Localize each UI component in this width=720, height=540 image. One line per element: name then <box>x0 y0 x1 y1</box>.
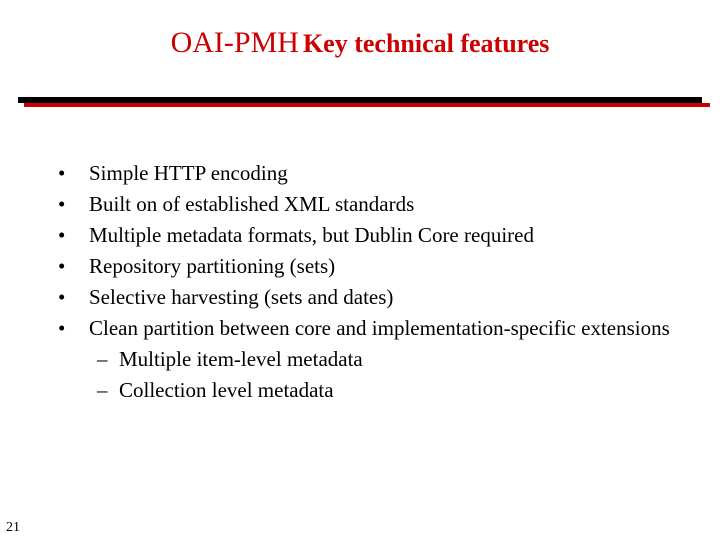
bullet-item <box>0 158 720 189</box>
bullet-text: Multiple metadata formats, but Dublin Core required <box>89 223 534 247</box>
bullet-dot: • <box>58 285 66 309</box>
title-rule-shadow <box>24 103 710 107</box>
bullet-item <box>0 282 720 313</box>
bullet-item <box>0 220 720 251</box>
page-number: 21 <box>6 520 20 535</box>
bullet-text: Built on of established XML standards <box>89 192 415 216</box>
bullet-dot: • <box>58 192 66 216</box>
bullet-text: Clean partition between core and implementation-specific extensions <box>89 316 670 340</box>
slide-title <box>0 28 720 58</box>
sub-bullet-item <box>89 375 700 406</box>
sub-bullet-text: Multiple item-level metadata <box>119 347 363 371</box>
bullet-item <box>0 251 720 282</box>
sub-bullet-list <box>89 344 700 406</box>
bullet-item <box>0 189 720 220</box>
sub-bullet-text: Collection level metadata <box>119 378 334 402</box>
title-sub: Key technical features <box>302 29 550 58</box>
bullet-text: Selective harvesting (sets and dates) <box>89 285 394 309</box>
sub-bullet-item <box>89 344 700 375</box>
bullet-item <box>0 313 720 406</box>
sub-bullet-dash: – <box>97 378 108 402</box>
bullet-dot: • <box>58 254 66 278</box>
bullet-text: Repository partitioning (sets) <box>89 254 336 278</box>
title-main: OAI-PMH <box>170 26 299 59</box>
bullet-dot: • <box>58 161 66 185</box>
bullet-dot: • <box>58 316 66 340</box>
bullet-list <box>0 158 720 406</box>
bullet-text: Simple HTTP encoding <box>89 161 288 185</box>
bullet-dot: • <box>58 223 66 247</box>
sub-bullet-dash: – <box>97 347 108 371</box>
